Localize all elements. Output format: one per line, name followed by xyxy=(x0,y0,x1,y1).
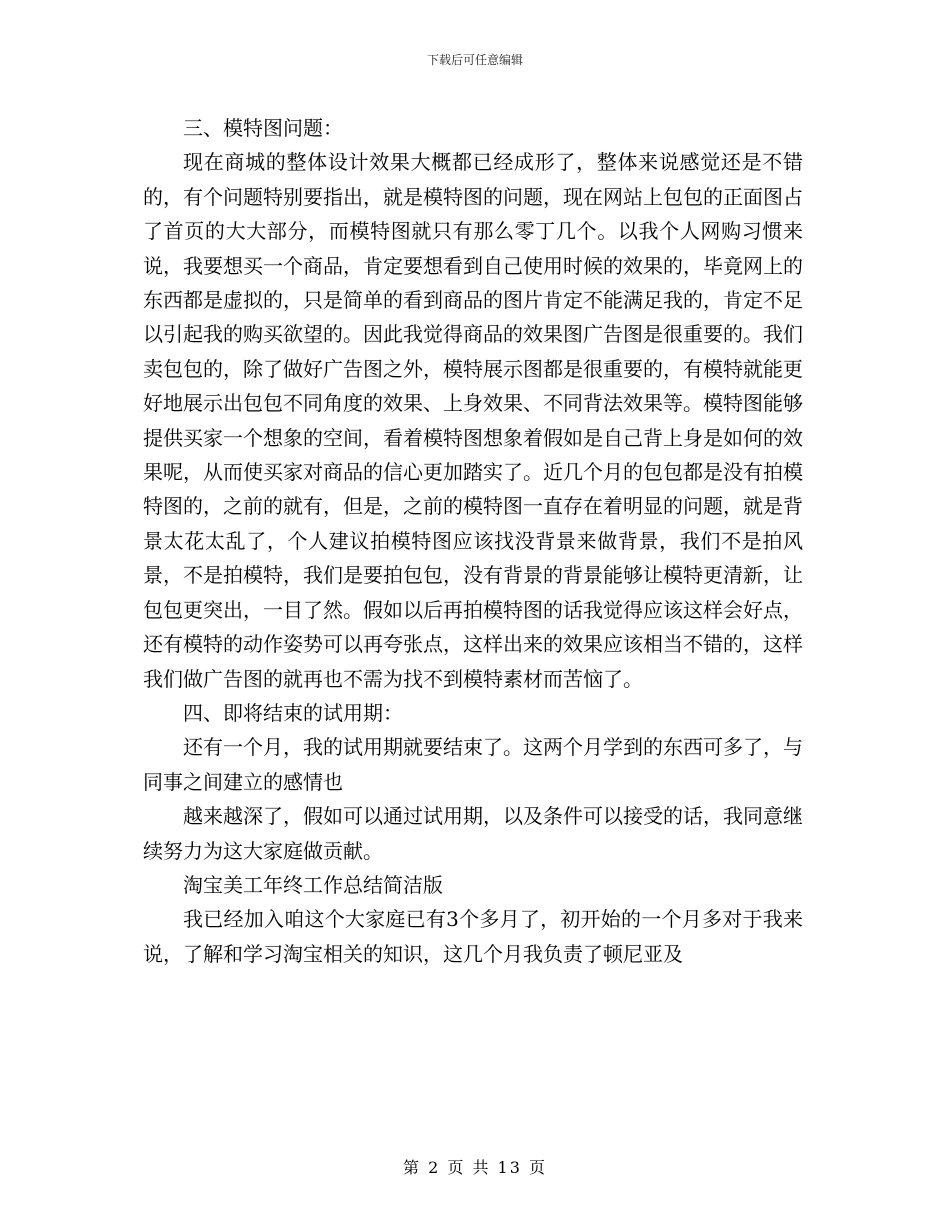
paragraph-model-images: 现在商城的整体设计效果大概都已经成形了，整体来说感觉还是不错的，有个问题特别要指出，就是模特图的问题，现在网站上包包的正面图占了首页的大大部分，而模特图就只有那么零丁几个。以我个人网购习惯来说，我要想买一个商品，肯定要想看到自己使用时候的效果的，毕竟网上的东西都是虚拟的，只是简单的看到商品的图片肯定不能满足我的，肯定不足以引起我的购买欲望的。因此我觉得商品的效果图广告图是很重要的。我们卖包包的，除了做好广告图之外，模特展示图都是很重要的，有模特就能更好地展示出包包不同角度的效果、上身效果、不同背法效果等。模特图能够提供买家一个想象的空间，看着模特图想象着假如是自己背上身是如何的效果呢，从而使买家对商品的信心更加踏实了。近几个月的包包都是没有拍模特图的，之前的就有，但是，之前的模特图一直存在着明显的问题，就是背景太花太乱了，个人建议拍模特图应该找没背景来做背景，我们不是拍风景，不是拍模特，我们是要拍包包，没有背景的背景能够让模特更清新，让包包更突出，一目了然。假如以后再拍模特图的话我觉得应该这样会好点，还有模特的动作姿势可以再夸张点，这样出来的效果应该相当不错的，这样我们做广告图的就再也不需为找不到模特素材而苦恼了。 xyxy=(143,150,803,691)
page-footer: 第 2 页 共 13 页 xyxy=(403,1158,547,1177)
document-body xyxy=(143,111,803,971)
document-subtitle: 淘宝美工年终工作总结简洁版 xyxy=(183,872,443,897)
page-header: 下载后可任意编辑 xyxy=(426,53,523,67)
paragraph-intro: 我已经加入咱这个大家庭已有3个多月了，初开始的一个月多对于我来说，了解和学习淘宝相关的知识，这几个月我负责了顿尼亚及 xyxy=(143,907,803,966)
paragraph-probation-2: 越来越深了，假如可以通过试用期，以及条件可以接受的话，我同意继续努力为这大家庭做贡献。 xyxy=(143,804,803,863)
section-heading-probation: 四、即将结束的试用期： xyxy=(183,700,403,725)
paragraph-probation-1: 还有一个月，我的试用期就要结束了。这两个月学到的东西可多了，与同事之间建立的感情也 xyxy=(143,735,803,794)
section-heading-model-images: 三、模特图问题： xyxy=(183,116,343,140)
